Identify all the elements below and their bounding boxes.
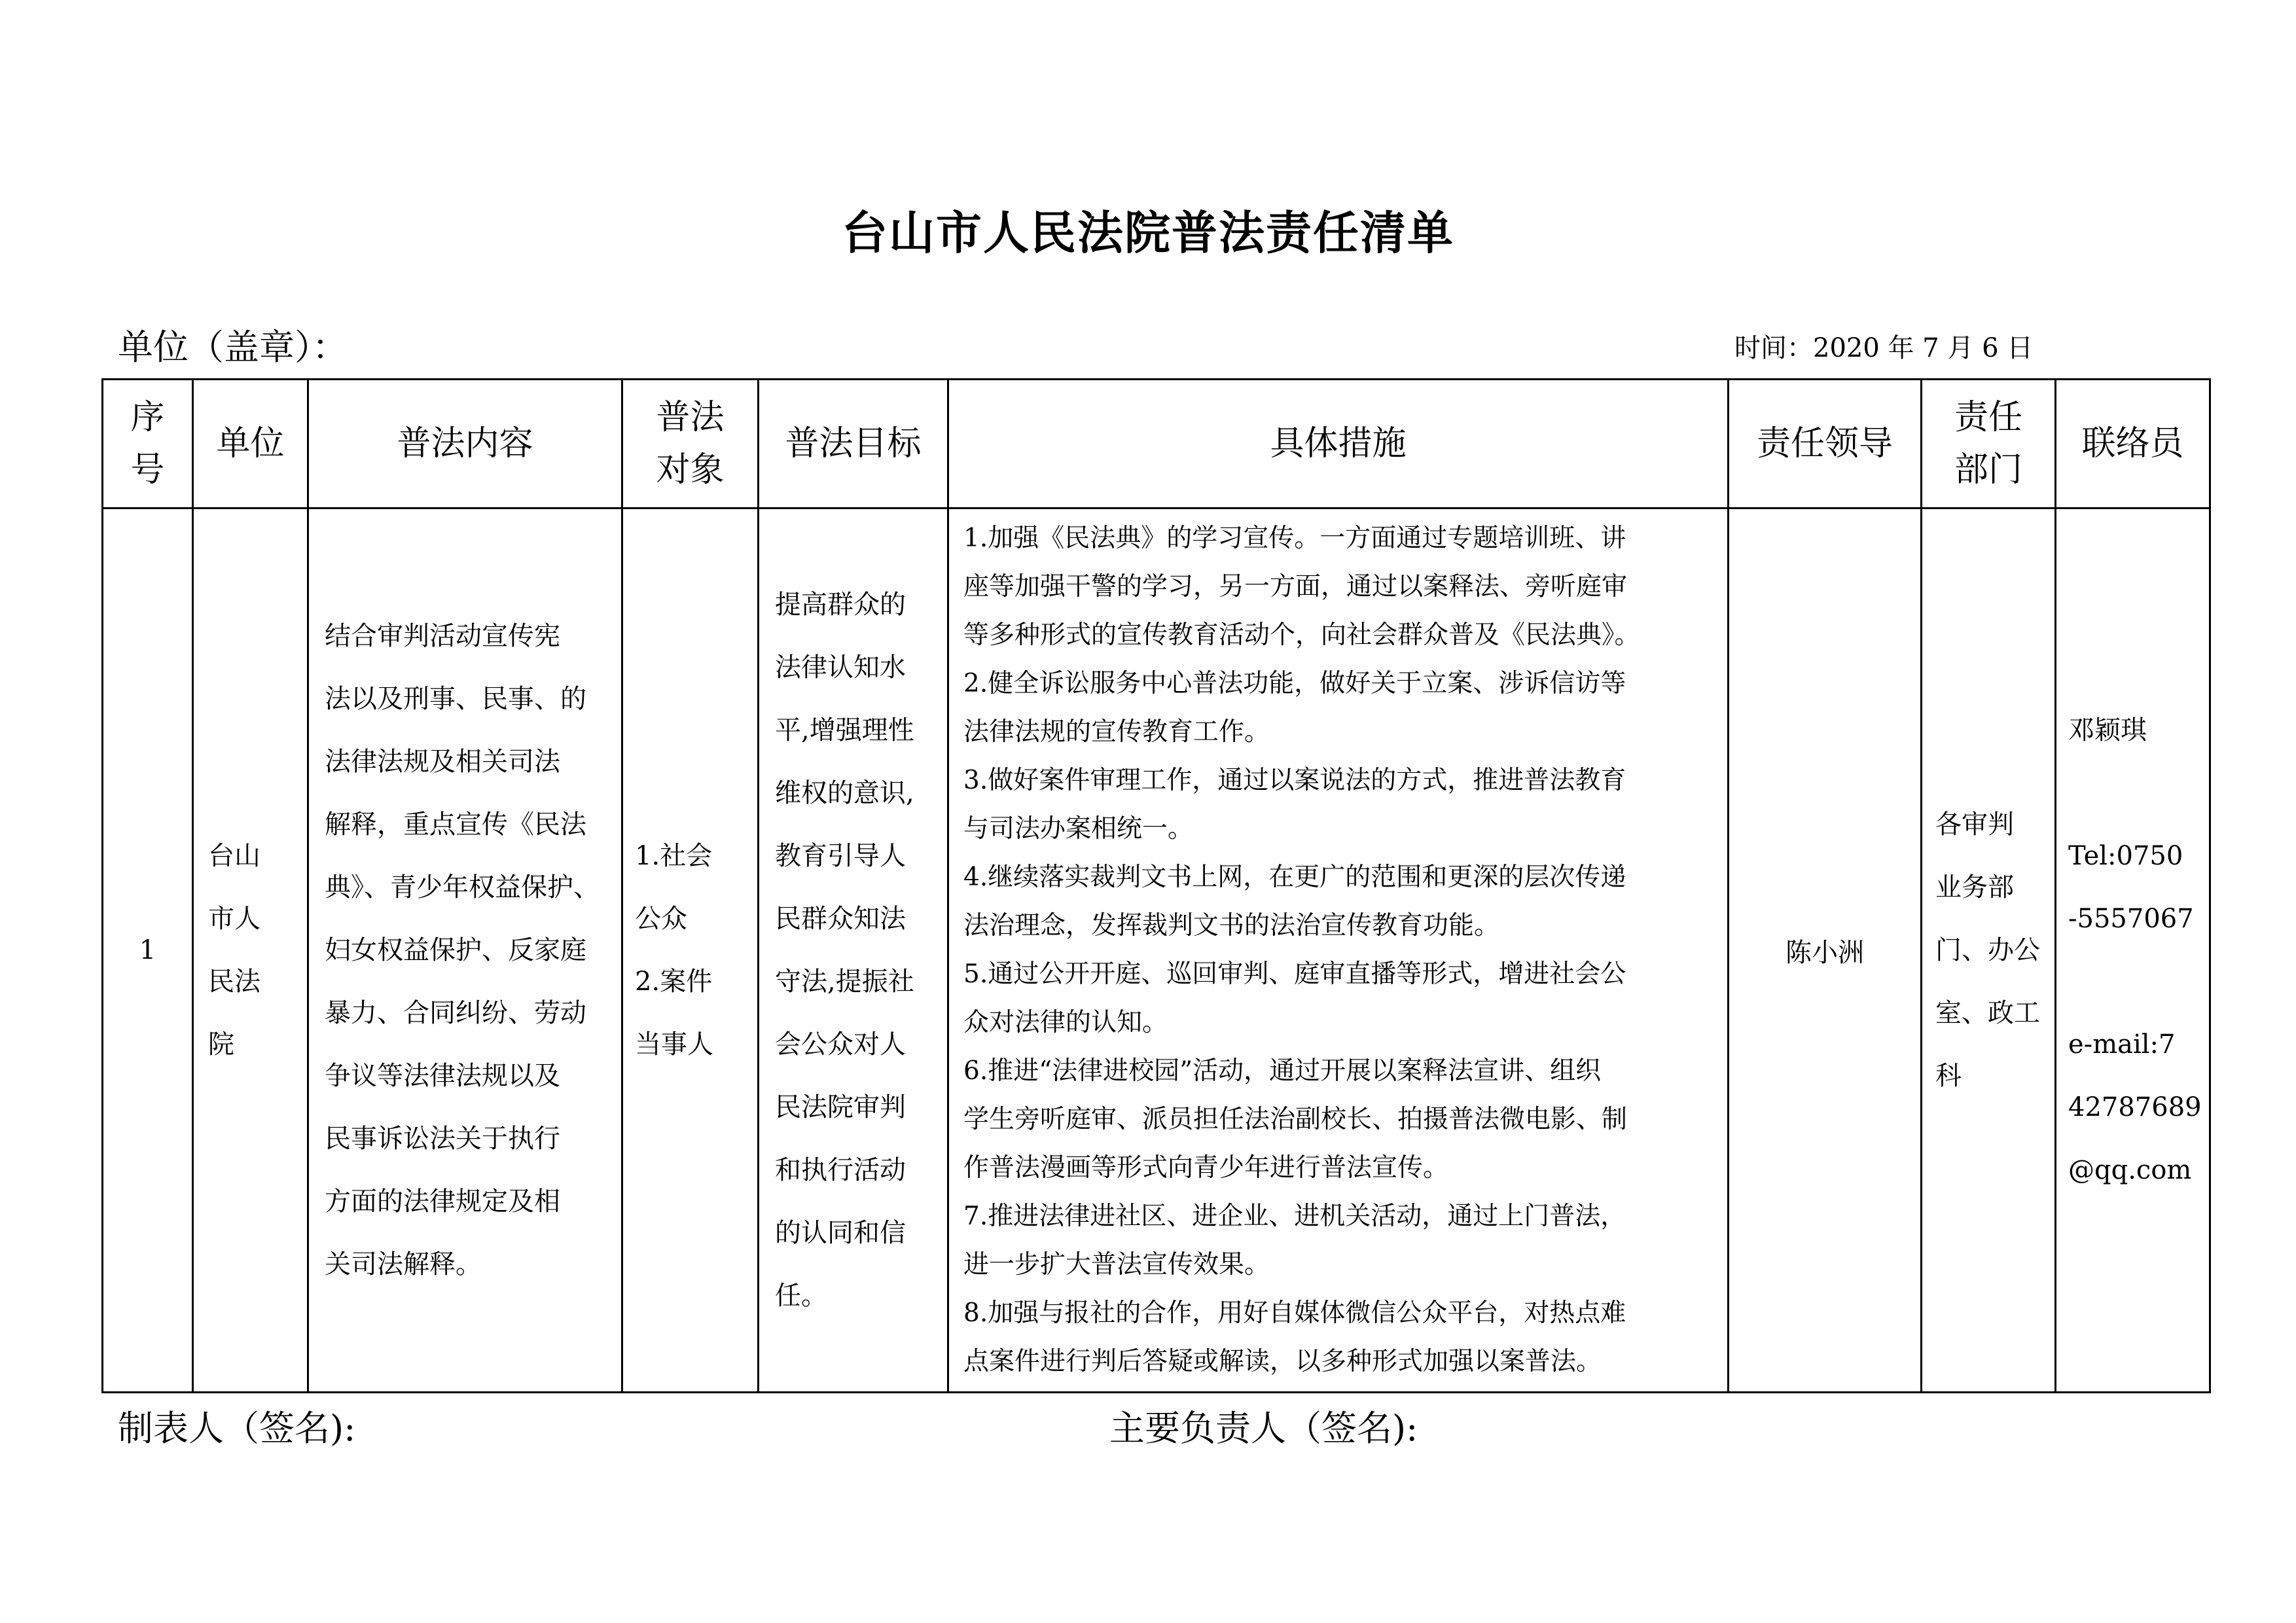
header-leader: 责任领导 bbox=[1729, 380, 1922, 508]
cell-dept: 各审判 业务部 门、办公 室、政工 科 bbox=[1922, 508, 2056, 1393]
preparer-signature-label: 制表人（签名): bbox=[118, 1408, 356, 1449]
cell-seq: 1 bbox=[103, 508, 193, 1393]
header-content: 普法内容 bbox=[308, 380, 622, 508]
header-seq: 序 号 bbox=[103, 380, 193, 508]
header-goal: 普法目标 bbox=[759, 380, 948, 508]
header-measures: 具体措施 bbox=[948, 380, 1729, 508]
cell-unit: 台山 市人 民法 院 bbox=[193, 508, 308, 1393]
principal-signature-label: 主要负责人（签名): bbox=[1109, 1408, 1418, 1449]
unit-stamp-label: 单位（盖章）： bbox=[118, 327, 348, 368]
cell-leader: 陈小洲 bbox=[1729, 508, 1922, 1393]
cell-goal: 提高群众的 法律认知水 平,增强理性 维权的意识, 教育引导人 民群众知法 守法,提振社 会公众对人 民法院审判 和执行活动 的认同和信 任。 bbox=[759, 508, 948, 1393]
header-unit: 单位 bbox=[193, 380, 308, 508]
header-target: 普法 对象 bbox=[622, 380, 759, 508]
cell-target: 1.社会 公众 2.案件 当事人 bbox=[622, 508, 759, 1393]
header-dept: 责任 部门 bbox=[1922, 380, 2056, 508]
header-liaison: 联络员 bbox=[2056, 380, 2210, 508]
cell-liaison: 邓颖琪 Tel:0750 -5557067 e-mail:7 42787689 @qq.com bbox=[2056, 508, 2210, 1393]
responsibility-table bbox=[101, 378, 2211, 1393]
cell-measures: 1.加强《民法典》的学习宣传。一方面通过专题培训班、讲 座等加强干警的学习，另一方面，通过以案释法、旁听庭审 等多种形式的宣传教育活动个，向社会群众普及《民法典》。 2.健全诉讼服务中心普法功能，做好关于立案、涉诉信访等 法律法规的宣传教育工作。 3.做好案件审理工作，通过以案说法的方式，推进普法教育 与司法办案相统一。 4.继续落实裁判文书上网，在更广的范围和更深的层次传递 法治理念，发挥裁判文书的法治宣传教育功能。 5.通过公开开庭、巡回审判、庭审直播等形式，增进社会公 众对法律的认知。 6.推进“法律进校园”活动，通过开展以案释法宣讲、组织 学生旁听庭审、派员担任法治副校长、拍摄普法微电影、制 作普法漫画等形式向青少年进行普法宣传。 7.推进法律进社区、进企业、进机关活动，通过上门普法， 进一步扩大普法宣传效果。 8.加强与报社的合作，用好自媒体微信公众平台，对热点难 点案件进行判后答疑或解读，以多种形式加强以案普法。 bbox=[948, 508, 1729, 1393]
document-title: 台山市人民法院普法责任清单 bbox=[842, 205, 1454, 260]
table-row bbox=[103, 508, 2210, 1393]
date-label: 时间：2020 年 7 月 6 日 bbox=[1734, 333, 2034, 363]
table-header-row bbox=[103, 380, 2210, 508]
cell-content: 结合审判活动宣传宪 法以及刑事、民事、的 法律法规及相关司法 解释，重点宣传《民法 典》、青少年权益保护、 妇女权益保护、反家庭 暴力、合同纠纷、劳动 争议等法律法规以及 民事诉讼法关于执行 方面的法律规定及相 关司法解释。 bbox=[308, 508, 622, 1393]
